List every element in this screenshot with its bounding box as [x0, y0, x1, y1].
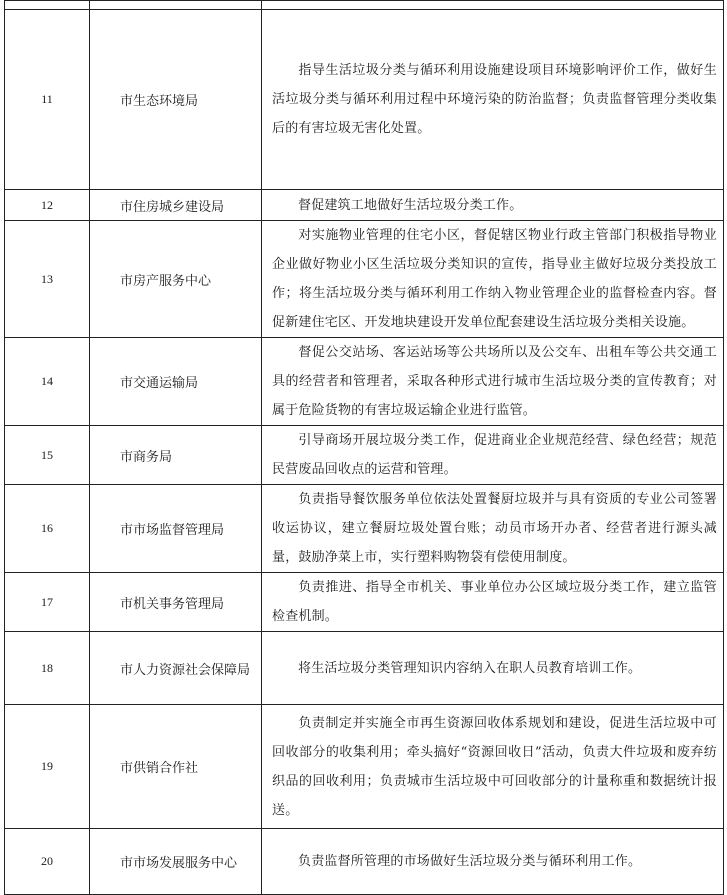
table-row	[5, 338, 724, 426]
table-row	[5, 829, 724, 895]
responsibility-cell	[262, 1, 724, 10]
responsibility-table	[4, 0, 724, 895]
responsibility-cell	[262, 190, 724, 221]
department-name: 市房产服务中心	[90, 221, 262, 338]
table-row	[5, 221, 724, 338]
row-number: 12	[5, 190, 90, 221]
department-name: 市市场发展服务中心	[90, 829, 262, 895]
responsibility-cell	[262, 573, 724, 632]
department-name	[90, 1, 262, 10]
responsibility-cell	[262, 632, 724, 705]
table-row	[5, 10, 724, 190]
row-number: 11	[5, 10, 90, 190]
department-name: 市商务局	[90, 426, 262, 485]
department-name: 市生态环境局	[90, 10, 262, 190]
row-number: 17	[5, 573, 90, 632]
responsibility-text: 对实施物业管理的住宅小区，督促辖区物业行政主管部门积极指导物业企业做好物业小区生活垃圾分类知识的宣传，指导业主做好垃圾分类投放工作；将生活垃圾分类与循环利用工作纳入物业管理企业的监督检查内容。督促新建住宅区、开发地块建设开发单位配套建设生活垃圾分类相关设施。	[272, 228, 717, 330]
row-number: 20	[5, 829, 90, 895]
responsibility-text: 指导生活垃圾分类与循环利用设施建设项目环境影响评价工作，做好生活垃圾分类与循环利用过程中环境污染的防治监督；负责监督管理分类收集后的有害垃圾无害化处置。	[272, 63, 717, 136]
table-row	[5, 485, 724, 573]
table-row	[5, 190, 724, 221]
department-name: 市交通运输局	[90, 338, 262, 426]
responsibility-cell	[262, 221, 724, 338]
row-number: 19	[5, 705, 90, 829]
responsibility-text: 将生活垃圾分类管理知识内容纳入在职人员教育培训工作。	[298, 660, 642, 676]
row-number: 16	[5, 485, 90, 573]
responsibility-text: 引导商场开展垃圾分类工作，促进商业企业规范经营、绿色经营；规范民营废品回收点的运营和管理。	[272, 433, 717, 477]
table-row	[5, 426, 724, 485]
table-body	[5, 1, 724, 895]
responsibility-cell	[262, 426, 724, 485]
responsibility-text: 负责推进、指导全市机关、事业单位办公区域垃圾分类工作，建立监管检查机制。	[272, 580, 717, 624]
table-row	[5, 573, 724, 632]
department-name: 市市场监督管理局	[90, 485, 262, 573]
row-number: 13	[5, 221, 90, 338]
department-name: 市机关事务管理局	[90, 573, 262, 632]
row-number: 18	[5, 632, 90, 705]
responsibility-cell	[262, 829, 724, 895]
responsibility-text: 负责监督所管理的市场做好生活垃圾分类与循环利用工作。	[298, 854, 642, 869]
department-name: 市人力资源社会保障局	[90, 632, 262, 705]
table-row	[5, 705, 724, 829]
responsibility-text: 负责指导餐饮服务单位依法处置餐厨垃圾并与具有资质的专业公司签署收运协议，建立餐厨垃圾处置台账；动员市场开办者、经营者进行源头减量，鼓励净菜上市，实行塑料购物袋有偿使用制度。	[272, 492, 717, 565]
table-row	[5, 632, 724, 705]
document-page	[4, 0, 723, 895]
responsibility-text: 督促公交站场、客运站场等公共场所以及公交车、出租车等公共交通工具的经营者和管理者，采取各种形式进行城市生活垃圾分类的宣传教育；对属于危险货物的有害垃圾运输企业进行监管。	[272, 345, 717, 418]
row-number: 15	[5, 426, 90, 485]
department-name: 市住房城乡建设局	[90, 190, 262, 221]
row-number: 14	[5, 338, 90, 426]
responsibility-cell	[262, 485, 724, 573]
responsibility-cell	[262, 10, 724, 190]
responsibility-text: 负责制定并实施全市再生资源回收体系规划和建设，促进生活垃圾中可回收部分的收集利用；牵头搞好“资源回收日”活动，负责大件垃圾和废弃纺织品的回收利用；负责城市生活垃圾中可回收部分的计量称重和数据统计报送。	[272, 715, 717, 818]
table-row	[5, 1, 724, 10]
responsibility-cell	[262, 338, 724, 426]
responsibility-text: 督促建筑工地做好生活垃圾分类工作。	[298, 197, 523, 213]
department-name: 市供销合作社	[90, 705, 262, 829]
row-number	[5, 1, 90, 10]
responsibility-cell	[262, 705, 724, 829]
